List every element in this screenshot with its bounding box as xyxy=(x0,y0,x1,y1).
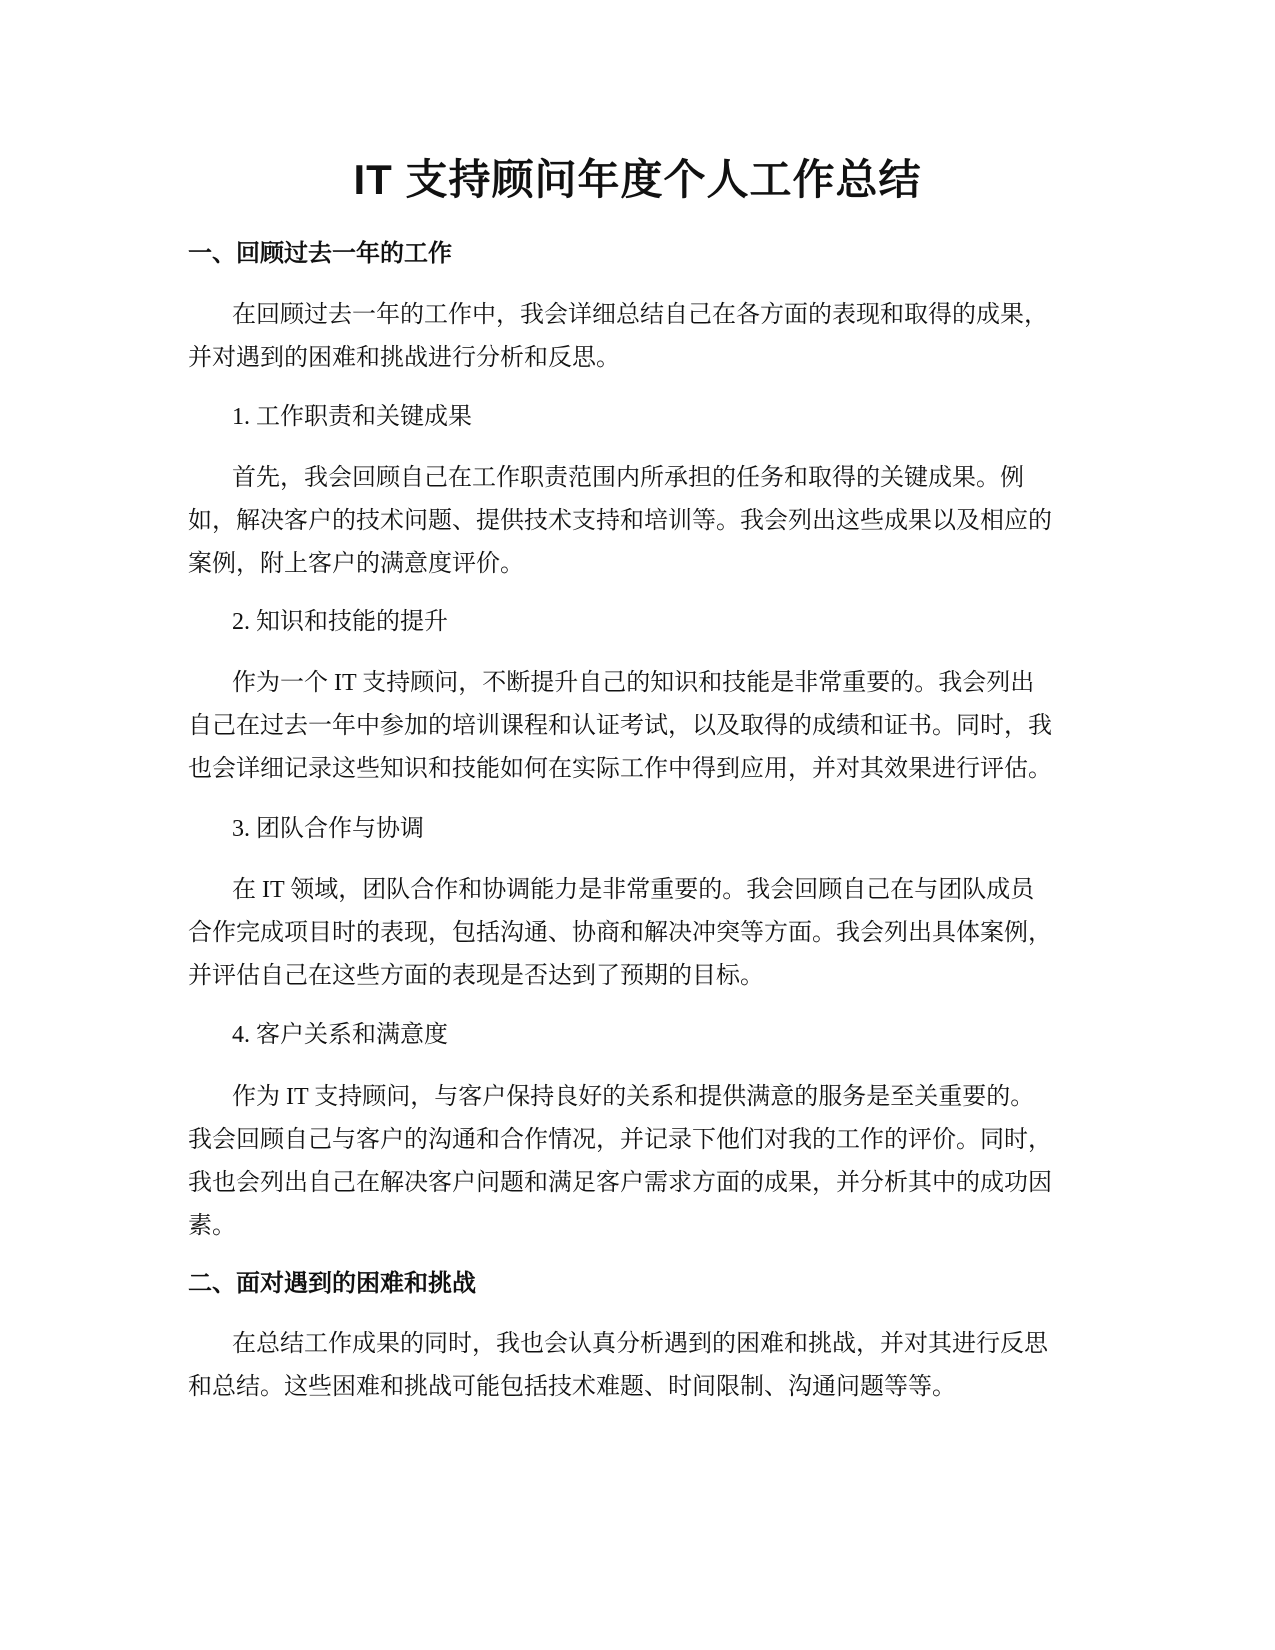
paragraph-line: 作为一个 IT 支持顾问，不断提升自己的知识和技能是非常重要的。我会列出 xyxy=(232,670,1035,696)
section-challenges-intro xyxy=(188,1323,1088,1409)
item-text-responsibilities xyxy=(188,457,1088,586)
paragraph-line: 我会回顾自己与客户的沟通和合作情况，并记录下他们对我的工作的评价。同时， xyxy=(188,1127,1052,1153)
paragraph-line: 我也会列出自己在解决客户问题和满足客户需求方面的成果，并分析其中的成功因 xyxy=(188,1170,1052,1196)
section-review-intro xyxy=(188,294,1088,380)
document-title: IT 支持顾问年度个人工作总结 xyxy=(353,156,922,203)
paragraph-line: 也会详细记录这些知识和技能如何在实际工作中得到应用，并对其效果进行评估。 xyxy=(188,756,1052,782)
item-text-customers xyxy=(188,1076,1088,1248)
item-label-skills: 2. 知识和技能的提升 xyxy=(232,609,448,635)
item-label-customers: 4. 客户关系和满意度 xyxy=(232,1022,448,1048)
section-heading-challenges: 二、面对遇到的困难和挑战 xyxy=(188,1270,476,1297)
item-text-teamwork xyxy=(188,869,1088,998)
paragraph-line: 和总结。这些困难和挑战可能包括技术难题、时间限制、沟通问题等等。 xyxy=(188,1374,956,1400)
paragraph-line: 如，解决客户的技术问题、提供技术支持和培训等。我会列出这些成果以及相应的 xyxy=(188,508,1052,534)
paragraph-line: 合作完成项目时的表现，包括沟通、协商和解决冲突等方面。我会列出具体案例， xyxy=(188,920,1052,946)
paragraph-line: 并对遇到的困难和挑战进行分析和反思。 xyxy=(188,345,620,371)
paragraph-line: 自己在过去一年中参加的培训课程和认证考试，以及取得的成绩和证书。同时，我 xyxy=(188,713,1052,739)
paragraph-line: 在总结工作成果的同时，我也会认真分析遇到的困难和挑战，并对其进行反思 xyxy=(232,1331,1048,1357)
paragraph-line: 首先，我会回顾自己在工作职责范围内所承担的任务和取得的关键成果。例 xyxy=(232,465,1024,491)
paragraph-line: 素。 xyxy=(188,1213,236,1239)
paragraph-line: 并评估自己在这些方面的表现是否达到了预期的目标。 xyxy=(188,963,764,989)
paragraph-line: 在回顾过去一年的工作中，我会详细总结自己在各方面的表现和取得的成果， xyxy=(232,302,1048,328)
paragraph-line: 作为 IT 支持顾问，与客户保持良好的关系和提供满意的服务是至关重要的。 xyxy=(232,1084,1035,1110)
paragraph-line: 案例，附上客户的满意度评价。 xyxy=(188,551,524,577)
item-label-responsibilities: 1. 工作职责和关键成果 xyxy=(232,404,472,430)
section-heading-review: 一、回顾过去一年的工作 xyxy=(188,240,452,267)
paragraph-line: 在 IT 领域，团队合作和协调能力是非常重要的。我会回顾自己在与团队成员 xyxy=(232,877,1035,903)
item-label-teamwork: 3. 团队合作与协调 xyxy=(232,816,424,842)
item-text-skills xyxy=(188,662,1088,791)
